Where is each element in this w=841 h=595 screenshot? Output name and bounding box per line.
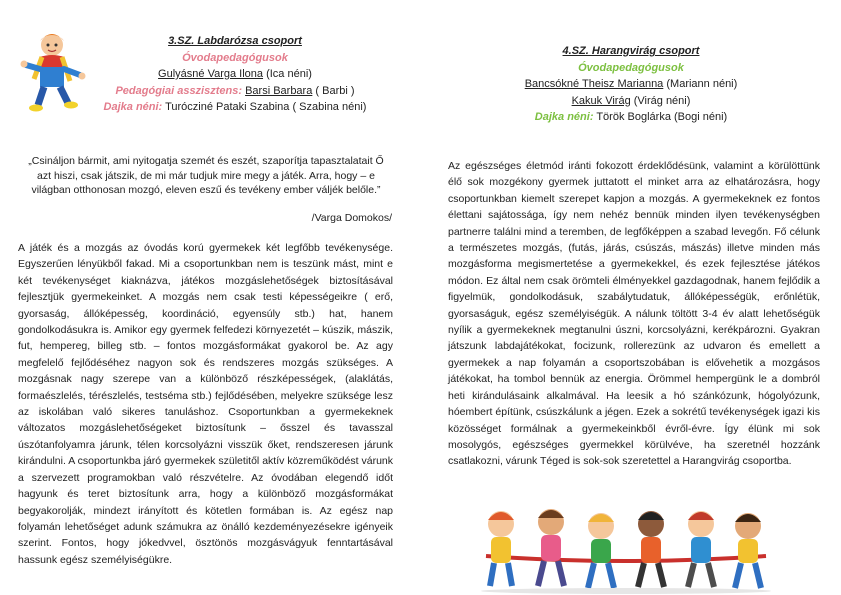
assistant-line xyxy=(95,83,375,100)
group-header xyxy=(441,43,821,126)
teacher-line xyxy=(441,76,821,93)
nanny-name: Török Boglárka (Bogi néni) xyxy=(593,111,728,123)
quote: „Csináljon bármit, ami nyitogatja szemét és eszét, szaporítja tapasztalatait Ő azt hiszi, csak játszik, de mi már tudjuk mire megy a játék. Arra, hogy – e világban otthonosan mozgó, eleven eszű és tevékeny ember váljék belőle.” xyxy=(28,155,384,196)
teacher-name: Bancsókné Theisz Marianna xyxy=(524,78,664,90)
teacher-name: Gulyásné Varga Ilona xyxy=(158,68,264,80)
assistant-label: Pedagógiai asszisztens: xyxy=(115,84,243,97)
group-title: 4.SZ. Harangvirág csoport xyxy=(562,45,700,57)
nanny-label: Dajka néni: xyxy=(103,101,163,113)
group-title: 3.SZ. Labdarózsa csoport xyxy=(168,35,302,47)
teacher-nickname: (Mariann néni) xyxy=(663,78,738,90)
right-page xyxy=(421,0,841,595)
teachers-label: Óvodapedagógusok xyxy=(578,61,684,74)
child-clipart-icon xyxy=(12,29,90,115)
group-description: Az egészséges életmód iránti fokozott érdeklődésünk, valamint a körülöttünk élő sok mozgékony gyermek juttatott el minket arra az elhatározásra, hogy csoportunkban kiemelt szerepet kapjon a mozgás. A gyermekeknek ez fontos élettani sajátossága, így nem nehéz bennük minden ilyen tevékenységben partnerre találni mind a teremben, de legfőképpen a szabad levegőn. Fő célunk a természetes mozgás, (futás, járás, csúszás, mászás) illetve minden más mozgásforma megismertetése a gyermekekkel, és ezek fejlesztése játékos módon. Ez által nem csak örömteli élményekkel gazdagodnak, hanem fejlődik a figyelmük, gondolkodásuk, szabálytudatuk, állóképességük, erőnlétük, gyorsaságuk, egész személyiségük. A nálunk töltött 3-4 év alatt lehetőségük nyílik a gyermekeknek megtanulni úszni, korcsolyázni, kerékpározni. Gyakran játszunk labdajátékokat, focizunk, rollerezünk az udvaron és emellett a gyermekek a nap folyamán a csoportszobában is elővehetik a mozgásos játékokat, ha tombol bennük az energia. Örömmel hempergünk le a dombról heti kirándulásaink alkalmával. Ha leesik a hó szánkózunk, hógolyózunk, hóembert építünk, csúszkálunk a jégen. Ezek a sokrétű tevékenységek igazi kis közösséget formálnak a gyermekeinkből évről-évre. Így élünk mi sok mosolygós, egészséges gyermekkel körülvéve, ha szeretnél hozzánk csatlakozni, várunk Téged is sok-sok szeretettel a Harangvirág csoportba. xyxy=(448,160,820,468)
teachers-label: Óvodapedagógusok xyxy=(182,51,288,64)
teacher-line xyxy=(441,93,821,110)
group-description: A játék és a mozgás az óvodás korú gyermekek két legfőbb tevékenysége. Egyszerűen lényükből fakad. Mi a csoportunkban nem is teszünk mást, mint e két tevékenységet kiaknázva, játékos mozgáslehetőségek biztosításával fejlesztjük gyermekeinket. A mozgás nem csak testi képességeikre ( erő, gyorsaság, állóképesség, koordináció, egyensúly stb.) hat, hanem gondolkodásukra is. Amikor egy gyermek felfedezi környezetét – kúszik, mászik, fut, hempereg, billeg stb. – fontos mozgásformákat gyakorol be. Az agy megfelelő fejlődéséhez nagyon sok és rendszeres mozgás szükséges. A mozgásnak nagy szerepe van a különböző részképességek, (alaklátás, formaészlelés, térészlelés, testséma stb.) fejlődésében, melyekre szüksége lesz az iskolában való sikeres tanuláshoz. Csoportunkban a gyermekeknek változatos mozgáslehetőségeket biztosítunk – ősszel és tavasszal úszótanfolyamra járunk, télen korcsolyázni visszük őket, rendszeresen járunk kirándulni. A csoportunkba járó gyermekek születitől aktív közreműködést várunk a szervezett programokban való részvételre. Az óvodában elegendő időt hagyunk és teret biztosítunk arra, hogy a különböző mozgásformákat begyakorolják, mindezt irányított és kötetlen formában is. Az egész nap folyamán lehetőséget adunk számukra az önálló kezdeményezésekre igényeik szerint. Fontos, hogy jókedvvel, ösztönös mozgásvágyuk fenntartásával hassunk egész személyiségükre. xyxy=(18,242,393,566)
assistant-name: Barsi Barbara xyxy=(245,84,313,97)
teacher-nickname: (Ica néni) xyxy=(263,68,312,80)
left-page xyxy=(0,0,420,595)
nanny-label: Dajka néni: xyxy=(534,111,594,123)
teacher-line xyxy=(95,66,375,83)
nanny-line xyxy=(441,109,821,126)
nanny-name: Turócziné Pataki Szabina ( Szabina néni) xyxy=(162,101,367,113)
teacher-nickname: (Virág néni) xyxy=(630,94,691,107)
assistant-nickname: ( Barbi ) xyxy=(312,84,355,97)
teacher-name: Kakuk Virág xyxy=(571,94,631,107)
nanny-line xyxy=(95,99,375,116)
quote-author: /Varga Domokos/ xyxy=(311,212,392,224)
kids-tug-of-war-clipart-icon xyxy=(476,494,776,594)
group-header xyxy=(95,33,375,116)
